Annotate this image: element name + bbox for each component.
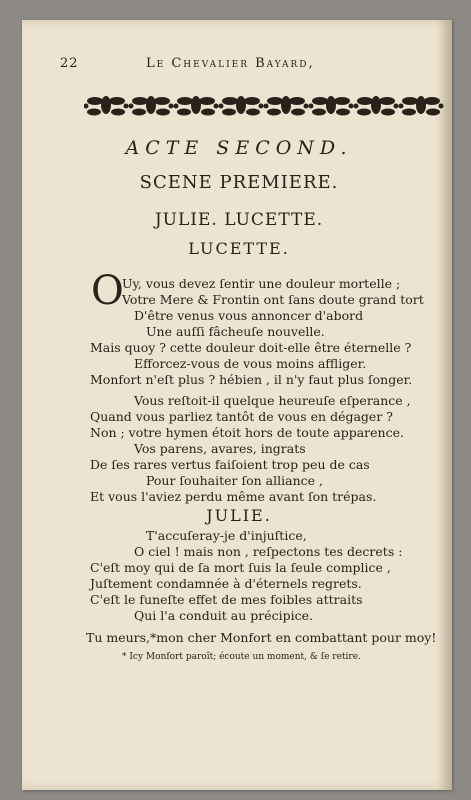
verse-line: O ciel ! mais non , reſpectons tes decrets : <box>134 544 403 559</box>
verse-line: Mais quoy ? cette douleur doit-elle être éternelle ? <box>90 340 412 355</box>
act-title: ACTE SECOND. <box>125 137 353 159</box>
verse-line: C'eſt le funeſte effet de mes foibles attraits <box>90 592 363 607</box>
drop-cap: O <box>91 268 124 314</box>
ornament-band-icon <box>84 88 444 122</box>
fleuron-icon <box>309 96 354 116</box>
fleuron-icon <box>354 96 399 116</box>
verse-line: Monfort n'eſt plus ? hébien , il n'y faut plus ſonger. <box>90 372 413 387</box>
fleuron-icon <box>399 96 444 116</box>
fleuron-icon <box>264 96 309 116</box>
verse-line: Et vous l'aviez perdu même avant ſon trépas. <box>90 489 377 504</box>
verse-line: Non ; votre hymen étoit hors de toute apparence. <box>90 425 404 440</box>
verse-line: D'être venus vous annoncer d'abord <box>134 308 364 323</box>
footnote: * Icy Monfort paroît; écoute un moment, & ſe retire. <box>122 652 361 662</box>
verse-line: Qui l'a conduit au précipice. <box>134 608 313 623</box>
verse-line: Pour ſouhaiter ſon alliance , <box>146 473 323 488</box>
page-edge-shadow <box>436 20 452 790</box>
page-number: 22 <box>60 56 79 71</box>
verse-line: De ſes rares vertus faiſoient trop peu de cas <box>90 457 370 472</box>
verse-line: Uy, vous devez ſentir une douleur mortelle ; <box>122 276 401 291</box>
fleuron-icon <box>174 96 219 116</box>
verse-line: Efforcez-vous de vous moins affliger. <box>134 356 367 371</box>
fleuron-icon <box>129 96 174 116</box>
verse-line: Juſtement condamnée à d'éternels regrets. <box>90 576 362 591</box>
running-title: Le Chevalier Bayard, <box>146 56 315 71</box>
verse-line: Votre Mere & Frontin ont ſans doute grand tort <box>122 292 424 307</box>
last-verse-line: Tu meurs,*mon cher Monfort en combattant pour moy! <box>86 630 437 645</box>
characters-heading: JULIE. LUCETTE. <box>154 210 324 230</box>
verse-line: Vos parens, avares, ingrats <box>134 441 306 456</box>
fleuron-icon <box>84 96 129 116</box>
verse-line: Vous reſtoit-il quelque heureuſe eſperance , <box>134 393 411 408</box>
fleuron-icon <box>219 96 264 116</box>
verse-line: Quand vous parliez tantôt de vous en dégager ? <box>90 409 393 424</box>
book-page <box>22 20 452 790</box>
speaker-julie: JULIE. <box>206 506 272 525</box>
scene-title: SCENE PREMIERE. <box>139 172 339 193</box>
speaker-lucette: LUCETTE. <box>188 239 290 258</box>
verse-line: T'accuſeray-je d'injuſtice, <box>146 528 307 543</box>
verse-line: Une auſſi fâcheuſe nouvelle. <box>146 324 325 339</box>
verse-line: C'eſt moy qui de ſa mort ſuis la ſeule complice , <box>90 560 391 575</box>
